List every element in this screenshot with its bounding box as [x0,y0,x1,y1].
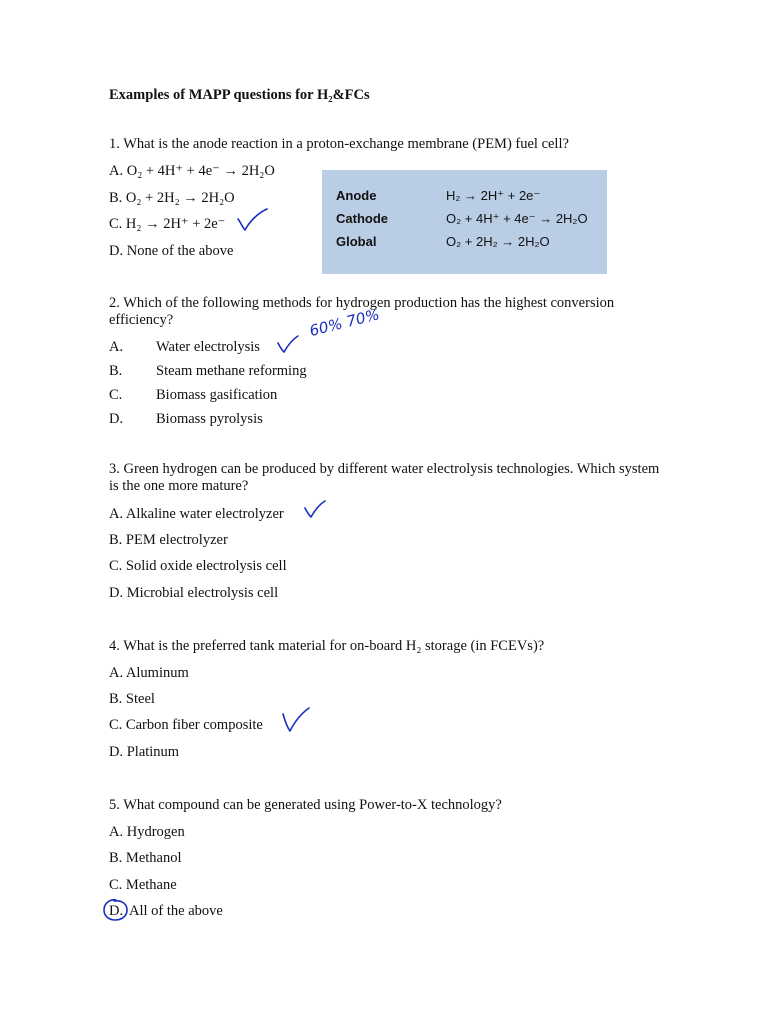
q2-option-c-letter: C. [109,387,123,403]
question-2: 2. Which of the following methods for hydrogen production has the highest conversion efficiency? [109,295,615,328]
q3-option-c: C. Solid oxide electrolysis cell [109,558,287,574]
q5-option-d-letter: D. [109,903,124,919]
checkmark-icon [303,499,327,521]
table-value-cathode: O₂ + 4H⁺ + 4e⁻ → 2H₂O [446,211,588,226]
table-label-cathode: Cathode [336,211,388,226]
table-label-anode: Anode [336,188,377,203]
q3-option-a: A. Alkaline water electrolyzer [109,506,284,522]
handwritten-efficiency-note: 60% 70% [307,305,382,340]
checkmark-icon [236,207,270,233]
q4-option-c: C. Carbon fiber composite [109,717,263,733]
q5-option-c: C. Methane [109,877,177,893]
reaction-table [322,170,607,274]
q2-option-b-letter: B. [109,363,123,379]
checkmark-icon [281,706,311,734]
q5-option-a: A. Hydrogen [109,824,185,840]
table-value-anode: H₂ → 2H⁺ + 2e⁻ [446,188,541,203]
q5-option-b: B. Methanol [109,850,182,866]
q1-option-c: C. H₂ → 2H⁺ + 2e⁻ [109,216,226,232]
table-label-global: Global [336,234,377,249]
question-5: 5. What compound can be generated using Power-to-X technology? [109,797,502,813]
q1-option-a: A. O₂ + 4H⁺ + 4e⁻ → 2H₂O [109,163,275,179]
q2-option-a-letter: A. [109,339,124,355]
q3-option-b: B. PEM electrolyzer [109,532,228,548]
q4-option-b: B. Steel [109,691,155,707]
q4-option-d: D. Platinum [109,744,180,760]
q2-option-a: Water electrolysis [156,339,260,355]
question-1: 1. What is the anode reaction in a proton-exchange membrane (PEM) fuel cell? [109,136,569,152]
q3-option-d: D. Microbial electrolysis cell [109,585,279,601]
q5-option-d: All of the above [129,903,223,919]
table-value-global: O₂ + 2H₂ → 2H₂O [446,234,550,249]
q4-option-a: A. Aluminum [109,665,189,681]
question-4: 4. What is the preferred tank material for on-board H₂ storage (in FCEVs)? [109,638,545,654]
page-title: Examples of MAPP questions for H₂&FCs [109,87,370,103]
q2-option-d-letter: D. [109,411,124,427]
q1-option-b: B. O₂ + 2H₂ → 2H₂O [109,190,235,206]
q1-option-d: D. None of the above [109,243,234,259]
q2-option-c: Biomass gasification [156,387,278,403]
circle-mark-icon [102,897,130,923]
q2-option-d: Biomass pyrolysis [156,411,263,427]
checkmark-icon [276,333,300,355]
q2-option-b: Steam methane reforming [156,363,307,379]
question-3: 3. Green hydrogen can be produced by different water electrolysis technologies. Which system is the one more mature? [109,461,660,494]
